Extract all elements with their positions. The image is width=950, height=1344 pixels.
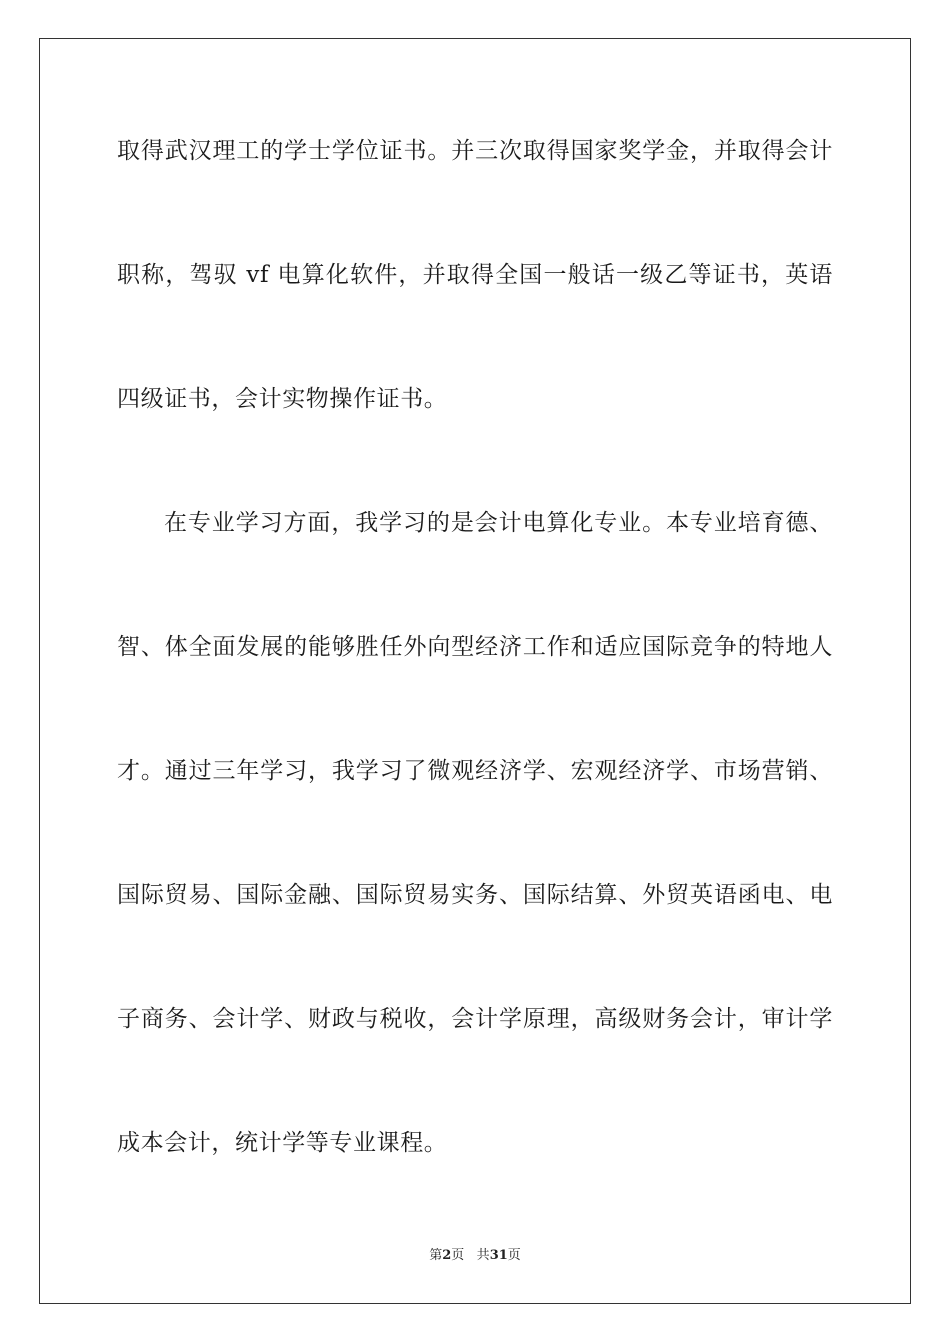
text-line-8: 子商务、会计学、财政与税收，会计学原理，高级财务会计，审计学 — [117, 1006, 833, 1032]
total-suffix: 页 — [507, 1248, 521, 1263]
text-line-1: 取得武汉理工的学士学位证书。并三次取得国家奖学金，并取得会计 — [117, 138, 833, 164]
page-suffix: 页 — [451, 1248, 465, 1263]
page-footer — [0, 1247, 950, 1265]
text-line-2: 职称，驾驭 vf 电算化软件，并取得全国一般话一级乙等证书，英语 — [117, 262, 833, 288]
page-border — [39, 38, 911, 1304]
text-line-3: 四级证书，会计实物操作证书。 — [117, 386, 448, 412]
page-number: 2 — [442, 1248, 452, 1263]
total-pages: 31 — [489, 1248, 508, 1263]
paragraph-2-first-line: 在专业学习方面，我学习的是会计电算化专业。本专业培育德、 — [164, 510, 833, 536]
text-line-5: 智、体全面发展的能够胜任外向型经济工作和适应国际竞争的特地人 — [117, 634, 833, 660]
total-prefix: 共 — [476, 1248, 490, 1263]
text-line-7: 国际贸易、国际金融、国际贸易实务、国际结算、外贸英语函电、电 — [117, 882, 833, 908]
text-line-6: 才。通过三年学习，我学习了微观经济学、宏观经济学、市场营销、 — [117, 758, 833, 784]
text-line-9: 成本会计，统计学等专业课程。 — [117, 1130, 448, 1156]
page-prefix: 第 — [429, 1248, 443, 1263]
